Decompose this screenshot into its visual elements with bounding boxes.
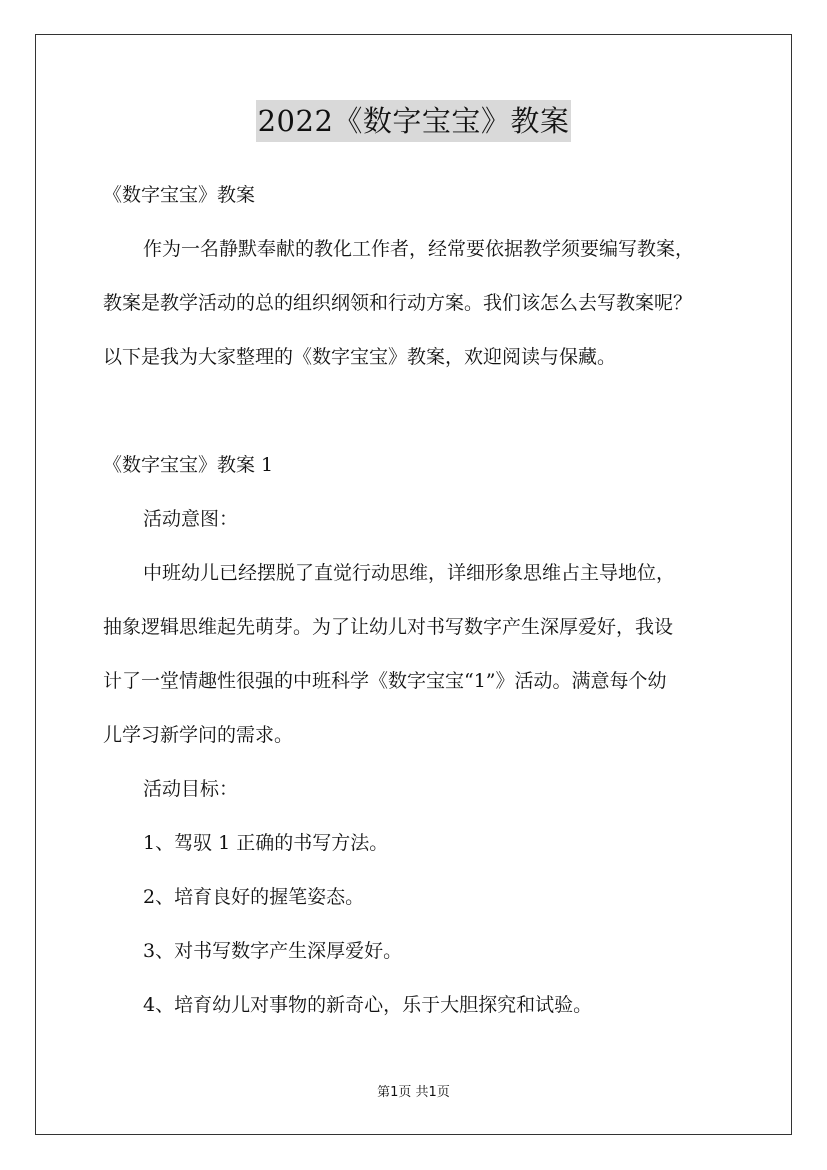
intent-line-4: 儿学习新学问的需求。 (103, 724, 294, 746)
goals-label: 活动目标： (143, 778, 239, 800)
intent-line-3: 计了一堂情趣性很强的中班科学《数字宝宝“1”》活动。满意每个幼 (103, 670, 667, 692)
intent-line-2: 抽象逻辑思维起先萌芽。为了让幼儿对书写数字产生深厚爱好，我设 (103, 616, 674, 638)
goal-item-4: 4、培育幼儿对事物的新奇心，乐于大胆探究和试验。 (143, 994, 593, 1016)
goal-item-1: 1、驾驭 1 正确的书写方法。 (143, 832, 389, 854)
intent-line-1: 中班幼儿已经摆脱了直觉行动思维，详细形象思维占主导地位， (143, 562, 676, 584)
intro-line-3: 以下是我为大家整理的《数字宝宝》教案，欢迎阅读与保藏。 (103, 346, 617, 368)
document-title-text: 2022《数字宝宝》教案 (256, 100, 572, 142)
goal-item-3: 3、对书写数字产生深厚爱好。 (143, 940, 403, 962)
intent-label: 活动意图： (143, 508, 239, 530)
page-footer: 第1页 共1页 (377, 1085, 450, 1100)
subtitle-line: 《数字宝宝》教案 (103, 184, 256, 206)
document-title (0, 100, 827, 142)
intro-line-1: 作为一名静默奉献的教化工作者，经常要依据教学须要编写教案， (143, 238, 695, 260)
goal-item-2: 2、培育良好的握笔姿态。 (143, 886, 365, 908)
intro-line-2: 教案是教学活动的总的组织纲领和行动方案。我们该怎么去写教案呢？ (103, 292, 693, 314)
section-heading: 《数字宝宝》教案 1 (103, 454, 274, 476)
